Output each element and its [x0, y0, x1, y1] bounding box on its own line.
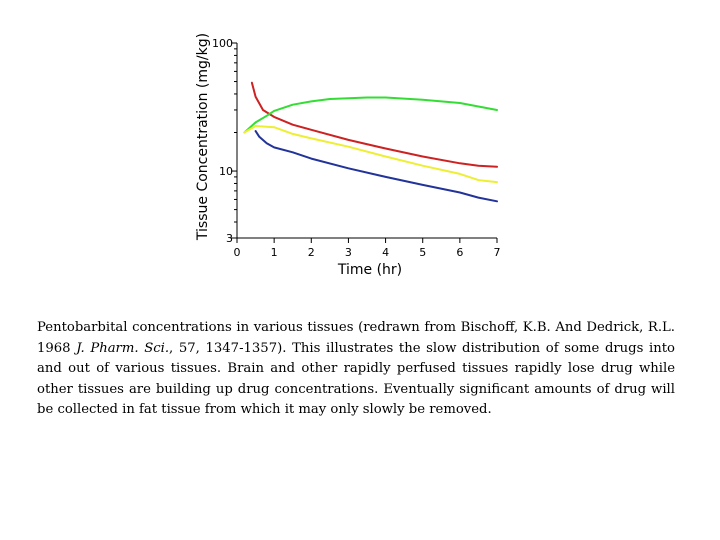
x-tick-label: 5: [419, 246, 427, 259]
y-axis-label: Tissue Concentration (mg/kg): [195, 32, 211, 241]
x-tick-label: 3: [344, 246, 352, 259]
y-tick-label: 3: [226, 232, 233, 245]
axes: [237, 43, 497, 238]
x-ticks: [234, 238, 501, 259]
y-tick-label: 100: [212, 37, 233, 50]
x-tick-label: 7: [493, 246, 501, 259]
series-line-blue: [256, 131, 497, 201]
y-tick-label: 10: [219, 165, 233, 179]
series-line-green: [244, 98, 497, 133]
series-layer: [244, 83, 497, 202]
figure-caption: [37, 318, 675, 421]
x-tick-label: 1: [270, 246, 278, 259]
caption-text-start: Pentobarbital concentrations in various tissues (redrawn from Bischoff, K.B. And Dedrick, R.L. 1968: [37, 320, 675, 356]
caption-text-end: , 57, 1347-1357). This illustrates the slow distribution of some drugs into and out of various tissues. Brain and other rapidly perfused tissues rapidly lose drug while other tissues are building up drug concentrations. Eventually significant amounts of drug will be collected in fat tissue from which it may only slowly be removed.: [37, 340, 675, 417]
x-axis-label: Time (hr): [337, 262, 403, 278]
x-tick-label: 0: [233, 246, 241, 259]
x-tick-label: 4: [382, 246, 390, 259]
y-ticks: [212, 37, 237, 245]
x-tick-label: 6: [456, 246, 464, 259]
caption-journal: J. Pharm. Sci.: [76, 340, 170, 356]
x-tick-label: 2: [307, 246, 315, 259]
